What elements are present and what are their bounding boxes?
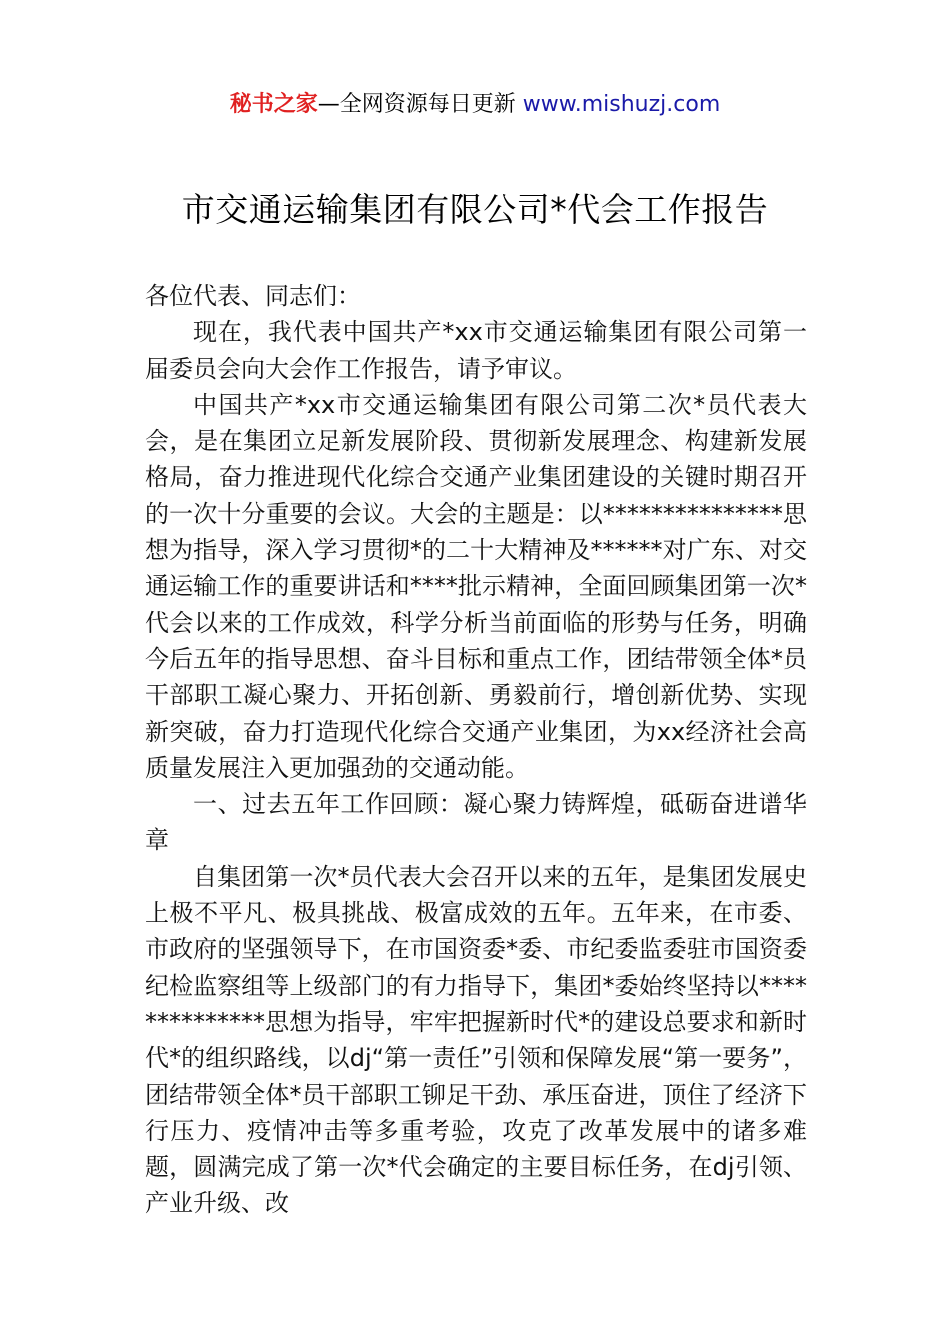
document-title: 市交通运输集团有限公司*代会工作报告 — [181, 190, 769, 229]
brand-name: 秘书之家 — [229, 92, 318, 117]
site-url-link[interactable]: www.mishuzj.com — [522, 92, 721, 117]
greeting: 各位代表、同志们： — [145, 282, 361, 310]
paragraph: 现在，我代表中国共产*xx市交通运输集团有限公司第一届委员会向大会作工作报告，请予审议。 — [145, 318, 807, 383]
site-header — [0, 90, 950, 120]
paragraph: 自集团第一次*员代表大会召开以来的五年，是集团发展史上极不平凡、极具挑战、极富成效的五年。五年来，在市委、市政府的坚强领导下，在市国资委*委、市纪委监委驻市国资委纪检监察组等上级部门的有力指导下，集团*委始终坚持以**************思想为指导，牢牢把握新时代*的建设总要求和新时代*的组织路线，以dj“第一责任”引领和保障发展“第一要务”，团结带领全体*员干部职工铆足干劲、承压奋进，顶住了经济下行压力、疫情冲击等多重考验，攻克了改革发展中的诸多难题，圆满完成了第一次*代会确定的主要目标任务，在dj引领、产业升级、改 — [145, 862, 807, 1218]
section-heading: 一、过去五年工作回顾：凝心聚力铸辉煌，砥砺奋进谱华章 — [145, 790, 807, 855]
document-body — [145, 278, 807, 1222]
paragraph: 中国共产*xx市交通运输集团有限公司第二次*员代表大会，是在集团立足新发展阶段、贯彻新发展理念、构建新发展格局，奋力推进现代化综合交通产业集团建设的关键时期召开的一次十分重要的会议。大会的主题是：以***************思想为指导，深入学习贯彻*的二十大精神及******对广东、对交通运输工作的重要讲话和****批示精神，全面回顾集团第一次*代会以来的工作成效，科学分析当前面临的形势与任务，明确今后五年的指导思想、奋斗目标和重点工作，团结带领全体*员干部职工凝心聚力、开拓创新、勇毅前行，增创新优势、实现新突破，奋力打造现代化综合交通产业集团，为xx经济社会高质量发展注入更加强劲的交通动能。 — [145, 390, 807, 782]
header-slogan: —全网资源每日更新 — [317, 92, 516, 117]
